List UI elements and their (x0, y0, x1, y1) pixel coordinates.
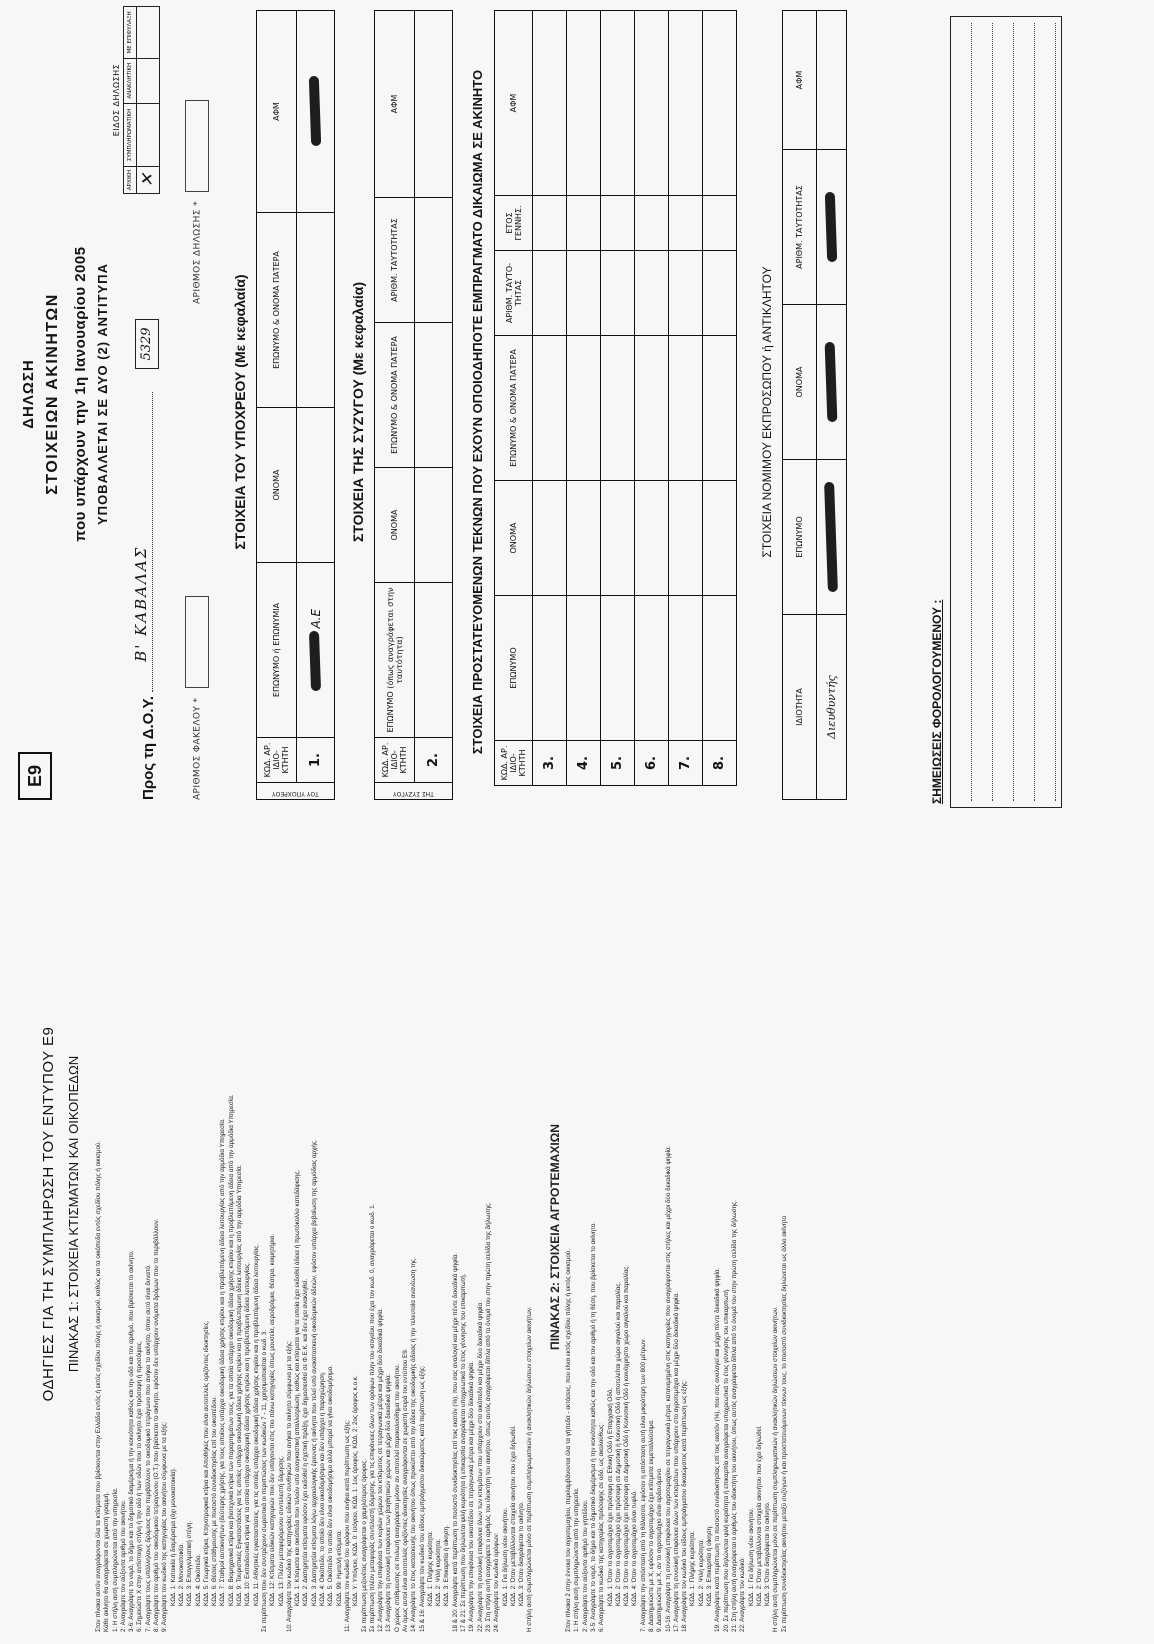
children-cell[interactable] (533, 11, 567, 196)
instruction-line: ΚΩΔ. 1: Κατοικία ή διαμέρισμα (όχι μονοκατοικία). (169, 1467, 177, 1606)
obligor-header-code: ΚΩΔ. ΑΡ. ΙΔΙΟ-ΚΤΗΤΗ (257, 738, 297, 783)
children-cell[interactable] (567, 11, 601, 196)
file-number (185, 596, 209, 800)
instruction-line: ΚΩΔ. 2: Όταν μεταβάλλονται στοιχεία ακινήτου που έχει δηλωθεί. (509, 1425, 517, 1606)
table1-instructions (95, 842, 535, 1632)
spouse-row-number: 2. (415, 738, 453, 783)
rep-surname-cell[interactable] (817, 460, 847, 615)
spouse-header-afm: ΑΦΜ (375, 11, 415, 198)
kind-supplementary: ΣΥΜΠΛΗΡΩΜΑΤΙΚΗ (124, 103, 137, 167)
children-cell[interactable] (669, 251, 703, 336)
instruction-line: ΚΩΔ. 1: Όταν το αγροτεμάχιο έχει πρόσοψη σε Εθνική Οδό ή Επαρχιακή Οδό. (606, 1387, 614, 1606)
representative-table (782, 10, 847, 800)
instruction-line: ΚΩΔ. 10: Εκπαιδευτικά κτίρια για τα οποία υπάρχει οικοδομική άδεια χρήσης κτιρίου και η προβλεπόμενη άδεια λειτουργίας. (244, 1262, 252, 1606)
children-cell[interactable] (567, 481, 601, 596)
spouse-header-father: ΕΠΩΝΥΜΟ & ΟΝΟΜΑ ΠΑΤΕΡΑ (375, 323, 415, 468)
spouse-id-cell[interactable] (415, 198, 453, 323)
file-number-label: ΑΡΙΘΜΟΣ ΦΑΚΕΛΟΥ * (192, 697, 203, 800)
instruction-line: 9: Διασημειώστε με Χ, αν το αγροτεμάχιο είναι αρδευόμενο. (656, 1467, 664, 1632)
instruction-line: 8: Διασημειώστε με Χ, εφόσον το αγροτεμάχιο έχει κτίσματα εκμεταλλεύσιμα. (648, 1419, 655, 1632)
rep-header-surname: ΕΠΩΝΥΜΟ (783, 460, 817, 615)
form-title: ΔΗΛΩΣΗ (20, 359, 37, 429)
obligor-afm-cell[interactable] (297, 11, 335, 213)
instruction-line: Κάθε ακίνητο θα αναγράφεται σε χωριστή γραμμή. (103, 1491, 111, 1632)
children-cell[interactable] (703, 596, 737, 741)
instruction-line: 3-6: Αναγράψτε το νομό, το δήμο και το δημοτικό διαμέρισμα ή την κοινότητα καθώς και την οδό και τον αριθμό, που βρίσκεται το ακίνητο. (128, 1250, 136, 1632)
children-cell[interactable] (635, 596, 669, 741)
children-header-father: ΕΠΩΝΥΜΟ & ΟΝΟΜΑ ΠΑΤΕΡΑ (495, 336, 533, 481)
children-cell[interactable] (703, 336, 737, 481)
children-cell[interactable] (703, 251, 737, 336)
instruction-line: 6: Αναγράψτε το κωδικό της κατηγορίας πρόσοψης σε οδό, ως ακολούθως: (598, 1423, 606, 1632)
kind-reservation-checkbox[interactable] (137, 7, 160, 59)
children-header-birth-year: ΕΤΟΣ ΓΕΝΝΗΣ. (495, 196, 533, 251)
instructions-title: ΟΔΗΓΙΕΣ ΓΙΑ ΤΗ ΣΥΜΠΛΗΡΩΣΗ ΤΟΥ ΕΝΤΥΠΟΥ Ε9 (40, 1026, 57, 1402)
form-code: Ε9 (18, 752, 52, 800)
table2-title: ΠΙΝΑΚΑΣ 2: ΣΤΟΙΧΕΙΑ ΑΓΡΟΤΕΜΑΧΙΩΝ (547, 1124, 562, 1350)
obligor-header-surname: ΕΠΩΝΥΜΟ ή ΕΠΩΝΥΜΙΑ (257, 563, 297, 738)
children-cell[interactable] (533, 196, 567, 251)
obligor-section-title: ΣΤΟΙΧΕΙΑ ΤΟΥ ΥΠΟΧΡΕΟΥ (Με κεφαλαία) (232, 274, 248, 550)
obligor-header-name: ΟΝΟΜΑ (257, 408, 297, 563)
obligor-surname-cell[interactable] (297, 563, 335, 738)
instruction-line: ΚΩΔ. 3: Επικαρπία ή οίκηση. (443, 1525, 451, 1606)
kind-supplementary-checkbox[interactable] (137, 103, 160, 167)
instruction-line: 1: Η στήλη αυτή συμπληρώνεται από την υπηρεσία. (111, 1487, 119, 1632)
instruction-line: 22: Αναγράψτε τη συνολική επιφάνεια όλων των κτισμάτων που υπάρχουν στο οικόπεδο και μέχρι δύο δεκαδικά ψηφία. (476, 1301, 484, 1632)
instruction-line: ΚΩΔ. 7: Σταθμοί αυτοκινήτων (δεύτερης χρήσης, για τους οποίους υπάρχει οικοδομική άδεια χρήσης κτιρίου και η προβλεπόμενη άδεια λειτουργίας από την αρμόδια Υπηρεσία. (219, 1118, 227, 1606)
instruction-line: 2: Αναγράψτε τον αύξοντα αριθμό του ακινήτου. (119, 1499, 127, 1632)
declaration-number-input[interactable] (185, 100, 209, 192)
rep-header-afm: ΑΦΜ (783, 11, 817, 150)
instruction-line: ΚΩΔ. 1: Για δήλωση νέου ακινήτου. (747, 1507, 755, 1606)
instructions-panel (0, 824, 1154, 1644)
instruction-line: 24: Αναγράψτε τον κωδικό ορόφων: (493, 1532, 501, 1632)
children-row-number: 4. (567, 741, 601, 786)
instruction-line: ΚΩΔ. 3: Όταν διαγράφεται το ακίνητο. (518, 1501, 526, 1606)
children-row-number: 3. (533, 741, 567, 786)
instruction-line: 10: Αναγράψτε τον κωδικό της κατηγορίας ειδικών συνθηκών που ανήκει το ακίνητο σύμφωνα με τα εξής: (285, 1340, 293, 1632)
children-cell[interactable] (533, 481, 567, 596)
instruction-line: 13: Αναγράψτε τη συνολική επιφάνεια των βοηθητικών χώρων και μέχρι δύο δεκαδικά ψηφία. (385, 1373, 393, 1632)
children-cell[interactable] (601, 11, 635, 196)
instruction-line: ΚΩΔ. 6: Θέσεις στάθμευσης με ποσοστό συνιδιοκτησίας επί του οικοπέδου. (211, 1396, 219, 1606)
children-row (567, 11, 601, 786)
instruction-line: Σε περίπτωση πλέον μεταφοράς συντελεστή δόμησης, για τις επιφάνειες όλων των ορόφων πλην του ισογείου που έχει τον κωδ. 0, αναγράφεται ο κωδ. 1. (368, 1203, 376, 1632)
notes-box[interactable] (950, 16, 1062, 808)
children-table (494, 10, 737, 786)
children-header-code: ΚΩΔ. ΑΡ. ΙΔΙΟ-ΚΤΗΤΗ (495, 741, 533, 786)
instruction-line: ΚΩΔ. 2: Διατηρητέα κτίσματα εφόσον έχει εκδοθεί η σχετική πράξη, έχει δημοσιευθεί σε Φ.Ε.Κ. και δεν έχει ανακληθεί. (302, 1278, 310, 1606)
children-row-number: 8. (703, 741, 737, 786)
spouse-father-cell[interactable] (415, 323, 453, 468)
rep-capacity-cell[interactable] (817, 615, 847, 800)
children-cell[interactable] (601, 481, 635, 596)
instruction-line: ΚΩΔ. 3: Επικαρπία ή οίκηση. (706, 1525, 714, 1606)
form-date-line: που υπάρχουν την 1η Ιανουαρίου 2005 (72, 246, 89, 542)
kind-revoking-checkbox[interactable] (137, 58, 160, 103)
instruction-line: ΚΩΔ. 5: Οικόπεδο το οποίο δεν είναι οικοδομήσιμο αλλά μπορεί να γίνει οικοδομήσιμο. (327, 1364, 335, 1606)
instruction-line: 11: Αναγράψτε τον κωδικό του ορόφου που ανήκει κατά περίπτωση ως εξής: (343, 1419, 351, 1632)
instruction-line: Αν όμως αυτοί είναι αυτοτελείς οριζόντιες ιδιοκτησίες αναγράφονται σε χωριστή σειρά του εντύπου Ε9. (401, 1348, 409, 1632)
instruction-line: ΚΩΔ. 1: Πλήρης κυριότητα. (689, 1530, 697, 1606)
instruction-line: ΚΩΔ. 5: Γεωργικά κτίρια, Κτηνοτροφικά κτίρια και Αποθήκες που είναι αυτοτελείς οριζόντιες ιδιοκτησίες. (202, 1320, 210, 1606)
spouse-header-code: ΚΩΔ. ΑΡ. ΙΔΙΟ-ΚΤΗΤΗ (375, 738, 415, 783)
instruction-line: 15 & 16: Αναγράψτε τον κωδικό του είδους εμπράγματου δικαιώματος κατά περίπτωση ως εξής: (418, 1365, 426, 1632)
children-row-number: 6. (635, 741, 669, 786)
rep-name-cell[interactable] (817, 305, 847, 460)
obligor-side-label: ΤΟΥ ΥΠΟΧΡΕΟΥ (257, 783, 335, 800)
children-cell[interactable] (669, 336, 703, 481)
file-number-input[interactable] (185, 596, 209, 688)
instruction-line: 7: Αναγράψτε την απόσταση από τη θάλασσα, εφόσον η απόσταση αυτή είναι μικρότερη των 800 μέτρων. (639, 1337, 647, 1632)
children-cell[interactable] (635, 11, 669, 196)
children-row (635, 11, 669, 786)
instruction-line: 1: Η στήλη αυτή συμπληρώνεται από την υπηρεσία. (573, 1487, 581, 1632)
instruction-line: ΚΩΔ. Υ: Υπόγειο, ΚΩΔ. 0: Ισόγειο, ΚΩΔ. 1: 1ος όροφος, ΚΩΔ. 2: 2ος όροφος κ.ο.κ. (352, 1375, 360, 1606)
instruction-line: ΚΩΔ. 2: Όταν μεταβάλλονται στοιχεία ακινήτου που έχει δηλωθεί. (755, 1425, 763, 1606)
instruction-line: 17 & 21: Σε περίπτωση που δηλώνεται ψιλή κυριότητα ή επικαρπία αναγράφεται υποχρεωτικά το έτος γέννησης του επικαρπωτή. (460, 1273, 468, 1632)
children-cell[interactable] (669, 196, 703, 251)
obligor-header-father: ΕΠΩΝΥΜΟ & ΟΝΟΜΑ ΠΑΤΕΡΑ (257, 213, 297, 408)
instruction-line: ΚΩΔ. 3: Διατηρητέα κτίσματα λόγω αρχαιολογικής έρευνας ή ακίνητα που τελεί υπό ανακατασκευή οικοδομικών άδειών, εφόσον υπάρχει βεβαίωση της αρμόδιας αρχής. (310, 1139, 318, 1606)
instruction-line: ΚΩΔ. 8: Βιομηχανικά κτίρια και βιοτεχνικά κτίρια των παραρτημάτων τους, για τα οποία υπάρχει οικοδομική άδεια χρήσης κτιρίου και η προβλεπόμενη άδεια από την αρμόδια Υπηρεσία. (227, 1094, 235, 1606)
children-cell[interactable] (601, 596, 635, 741)
declaration-kind-title: ΕΙΔΟΣ ΔΗΛΩΣΗΣ (112, 63, 121, 137)
instruction-line: 17: Αναγράψτε τη συνολική επιφάνεια όλων των κτισμάτων που υπάρχουν στο αγροτεμάχιο και μέχρι δύο δεκαδικά ψηφία. (672, 1292, 680, 1632)
children-row (669, 11, 703, 786)
children-header-name: ΟΝΟΜΑ (495, 481, 533, 596)
instruction-line: 12: Αναγράψτε την επιφάνεια των κυρίων χώρων του κτίσματος σε τετραγωνικά μέτρα και μέχρι δύο δεκαδικά ψηφία. (377, 1307, 385, 1632)
instruction-line: ΚΩΔ. 9: Τουριστικές Εγκαταστάσεις για τις οποίες υπάρχει οικοδομική άδεια χρήσης κτιρίου και η προβλεπόμενη άδεια λειτουργίας από την αρμόδια Υπηρεσία. (236, 1164, 244, 1606)
children-cell[interactable] (567, 251, 601, 336)
obligor-name-hint: Α.Ε (308, 608, 323, 629)
instruction-line: 19: Αναγράψτε κατά περίπτωση το ποσοστό συνιδιοκτησίας επί τοις εκατόν (%), που σας αναλογεί και μέχρι πέντε δεκαδικά ψηφία. (714, 1267, 722, 1632)
instruction-line: 18: Αναγράψτε τον κωδικό του είδους εμπράγματου δικαιώματος κατά περίπτωση ως εξής: (681, 1380, 689, 1632)
rep-afm-cell[interactable] (817, 11, 847, 150)
notes-label: ΣΗΜΕΙΩΣΕΙΣ ΦΟΡΟΛΟΓΟΥΜΕΝΟΥ : (930, 599, 944, 804)
instruction-line: 7: Αναγράψτε τους υπάλληλους δρόμους που περιβάλλουν το οικοδομικό τετράγωνο που ανήκει το ακίνητο, όπου αυτό είναι δυνατό. (144, 1264, 152, 1632)
form-copies-line: ΥΠΟΒΑΛΛΕΤΑΙ ΣΕ ΔΥΟ (2) ΑΝΤΙΤΥΠΑ (95, 263, 110, 525)
children-cell[interactable] (601, 336, 635, 481)
instruction-line: ΚΩΔ. 2: Ψιλή κυριότητα. (697, 1538, 705, 1606)
instruction-line: Ο χώρος στάθμευσης σε πυλωτή αναγράφεται μόνον αν αποτελεί παρακολούθημα του ακινήτου. (393, 1363, 401, 1632)
children-cell[interactable] (669, 11, 703, 196)
children-cell[interactable] (567, 596, 601, 741)
instruction-line: ΚΩΔ. 2: Ψιλή κυριότητα. (435, 1538, 443, 1606)
children-cell[interactable] (703, 196, 737, 251)
children-header-afm: ΑΦΜ (495, 11, 533, 196)
spouse-surname-cell[interactable] (415, 583, 453, 738)
obligor-name-cell[interactable] (297, 408, 335, 563)
representative-section-title: ΣΤΟΙΧΕΙΑ ΝΟΜΙΜΟΥ ΕΚΠΡΟΣΩΠΟΥ ή ΑΝΤΙΚΛΗΤΟΥ (760, 266, 774, 558)
instruction-line: 21: Στη στήλη αυτή αναγράφεται ο αριθμός του ιδιοκτήτη του ακινήτου, όπως αυτός αναγράφεται δίπλα από το όνομά του στην πρώτη σελίδα της δήλωσης. (730, 1200, 738, 1632)
table1-title: ΠΙΝΑΚΑΣ 1: ΣΤΟΙΧΕΙΑ ΚΤΙΣΜΑΤΩΝ ΚΑΙ ΟΙΚΟΠΕΔΩΝ (66, 1055, 81, 1373)
obligor-table (256, 10, 335, 800)
instruction-line: 19: Αναγράψτε την επιφάνεια του οικοπέδου σε τετραγωνικά μέτρα και μέχρι δύο δεκαδικά ψηφία. (468, 1361, 476, 1632)
declaration-number-label: ΑΡΙΘΜΟΣ ΔΗΛΩΣΗΣ * (192, 201, 203, 304)
instruction-line: 20: Σε περίπτωση που δηλώνεται ψιλή κυριότητα ή επικαρπία αναγράφεται υποχρεωτικά το έτος γέννησης του επικαρπωτή. (722, 1288, 730, 1632)
rep-capacity-value: Διευθυντής (825, 675, 838, 739)
instruction-line: Σε περίπτωση μεζονέτας αναγράφεται ο χαμηλότερος όροφος. (360, 1458, 368, 1632)
instruction-line: 6: Σημειώστε Χ στην αντίστοιχη στήλη ή την οδό ή των οδών που το ακίνητο έχει πρόσοψη ή προσόψεις. (136, 1340, 144, 1632)
tax-office-line (132, 392, 157, 800)
instruction-line: ΚΩΔ. 3: Όταν το αγροτεμάχιο έχει πρόσοψη σε Δημοτική Οδό ή Κοινοτική Οδό ή κοινόχρηστο χώρο αιγιαλού και παραλίας. (623, 1264, 631, 1606)
instruction-line: ΚΩΔ. 2: Μονοκατοικία. (177, 1543, 185, 1606)
children-cell[interactable] (669, 481, 703, 596)
children-row (601, 11, 635, 786)
instruction-line: ΚΩΔ. 2: Όταν το αγροτεμάχιο έχει πρόσοψη σε Δημοτική ή Κοινοτική Οδό ή αποτελείται χώρο αιγιαλού και παραλίας. (614, 1281, 622, 1606)
spouse-header-id: ΑΡΙΘΜ. ΤΑΥΤΟΤΗΤΑΣ (375, 198, 415, 323)
children-section-title: ΣΤΟΙΧΕΙΑ ΠΡΟΣΤΑΤΕΥΟΜΕΝΩΝ ΤΕΚΝΩΝ ΠΟΥ ΕΧΟΥΝ ΟΠΟΙΟΔΗΠΟΤΕ ΕΜΠΡΑΓΜΑΤΟ ΔΙΚΑΙΩΜΑ ΣΕ ΑΚΙΝΗΤΟ (470, 69, 485, 755)
instruction-line: Η στήλη αυτή συμπληρώνεται μόνο σε περίπτωση συμπληρωματικών ή ανακλητικών δηλώσεων στοιχείων ακινήτων. (772, 1306, 780, 1632)
instruction-line: 22: Αναγράψτε τον κωδικό: (739, 1557, 747, 1632)
tax-office-code[interactable]: 5329 (135, 319, 159, 369)
instruction-line: ΚΩΔ. 3: Επαγγελματική στέγη. (186, 1520, 194, 1606)
obligor-header-afm: ΑΦΜ (257, 11, 297, 213)
instructions-body (95, 842, 789, 1632)
rep-header-id: ΑΡΙΘΜ. ΤΑΥΤΟΤΗΤΑΣ (783, 150, 817, 305)
children-cell[interactable] (635, 481, 669, 596)
instruction-line: ΚΩΔ. 3: Όταν διαγράφεται το ακίνητο. (764, 1501, 772, 1606)
rep-header-name: ΟΝΟΜΑ (783, 305, 817, 460)
children-cell[interactable] (669, 596, 703, 741)
instruction-line: 10-16: Αναγράψτε τη συνολική επιφάνεια του αγροτεμαχίου σε τετραγωνικά μέτρα, κατανεμημένη στις κατηγορίες που αναγράφονται στις στήλες και μέχρι δύο δεκαδικά ψηφία. (664, 1145, 672, 1632)
spouse-name-cell[interactable] (415, 468, 453, 583)
children-cell[interactable] (601, 251, 635, 336)
instruction-line: 2: Αναγράψτε τον αύξοντα αριθμό του γηπέδου. (581, 1499, 589, 1632)
instruction-line: ΚΩΔ. 12: Κτίσματα ειδικών κατηγοριών που δεν υπάγονται στις πιο πάνω κατηγορίες όπως μουσεία, αεροδρόμια, θέατρα, κοιμητήρια. (269, 1233, 277, 1606)
children-cell[interactable] (533, 596, 567, 741)
children-cell[interactable] (533, 251, 567, 336)
instruction-line: ΚΩΔ. 4: Οικόπεδο, το οποίο δεν είναι οικοδομήσιμο και δεν υπάρχει η παραχώρηση. (319, 1371, 327, 1606)
children-cell[interactable] (635, 336, 669, 481)
instruction-line: 9: Αναγράψτε τον κωδικό της κατηγορίας του ακινήτου σύμφωνα με τα εξής: (161, 1421, 169, 1632)
instruction-line: 3-5: Αναγράψτε το νομό, το δήμο και το δημοτικό διαμέρισμα ή την κοινότητα καθώς και την οδό και τον αριθμό ή τη θέση, που βρίσκεται το ακίνητο. (589, 1221, 597, 1632)
instruction-line: 23: Στη στήλη αυτή αναγράφετε ο αριθμός του ιδιοκτήτη του ακινήτου, όπως αυτός αναγράφεται δίπλα από το όνομά του στην πρώτη σελίδα της δήλωσης. (484, 1202, 492, 1632)
instruction-line: Σε περίπτωση που δεν συντρέχουν σωρευτικά οι περιπτώσεις των κωδικών 7 - 11, χρησιμοποιείται ο κωδ. 3. (260, 1329, 268, 1632)
declaration-kind (112, 6, 160, 194)
spouse-side-label: ΤΗΣ ΣΥΖΥΓΟΥ (375, 783, 453, 800)
spouse-table (374, 10, 453, 800)
tax-office-field[interactable] (132, 392, 153, 692)
children-cell[interactable] (635, 196, 669, 251)
instruction-line: Στον πίνακα αυτόν αναγράφονται όλα τα κτίσματα που βρίσκονται στην Ελλάδα εντός ή εκτός σχεδίου πόλης ή οικισμού, καθώς και τα οικόπεδα εντός σχεδίου πόλης ή οικισμού. (95, 1140, 102, 1632)
rep-id-cell[interactable] (817, 150, 847, 305)
children-cell[interactable] (703, 11, 737, 196)
kind-revoking: ΑΝΑΚΛΗΤΙΚΗ (124, 58, 137, 103)
instruction-line: 18 & 20: Αναγράψτε κατά περίπτωση το ποσοστό συνιδιοκτησίας επί τοις εκατόν (%), που σας αναλογεί και μέχρι πέντε δεκαδικά ψηφία. (451, 1253, 459, 1632)
instruction-line: ΚΩΔ. 1: Πλήρης κυριότητα. (426, 1530, 434, 1606)
instruction-line: Σε περίπτωση συνιδιοκτησίας ακινήτου μεταξύ συζύγων ή και προστατευόμενων τέκνων τους, το ποσοστό συνιδιοκτησίας δηλώνεται ως άλλο ακίνητο (780, 1215, 788, 1632)
instruction-line: ΚΩΔ. 11: Αθλητικές εγκαταστάσεις, για τις οποίες υπάρχει οικοδομική άδεια χρήσης κτιρίου και η προβλεπόμενη άδεια λειτουργίας. (252, 1243, 260, 1606)
rep-header-capacity: ΙΔΙΟΤΗΤΑ (783, 615, 817, 800)
form-subtitle: ΣΤΟΙΧΕΙΩΝ ΑΚΙΝΗΤΩΝ (44, 293, 61, 495)
kind-initial-checkbox[interactable]: ✕ (137, 167, 160, 194)
instruction-line: 14: Αναγράψτε το έτος κατασκευής του ακινήτου όπως προκύπτει από την άδεια της οικοδομικής άδειας ή την τελευταία ανανέωση της. (410, 1257, 418, 1632)
spouse-header-surname: ΕΠΩΝΥΜΟ (όπως αναγράφεται στην ταυτότητα) (375, 583, 415, 738)
children-cell[interactable] (567, 336, 601, 481)
instruction-line: Η στήλη αυτή συμπληρώνεται μόνο σε περίπτωση συμπληρωματικών ή ανακλητικών δηλώσεων στοιχείων ακινήτων. (526, 1306, 534, 1632)
instruction-line: ΚΩΔ. 4: Όταν το αγροτεμάχιο είναι τυφλό. (631, 1490, 639, 1606)
kind-initial: ΑΡΧΙΚΗ (124, 167, 137, 194)
tax-office-value: Β' ΚΑΒΑΛΑΣ (132, 545, 150, 662)
instruction-line: Στον πίνακα 2 στην έννοια του αγροτεμαχίου, περιλαμβάνονται όλα τα γήπεδα - εκτάσεις, που είναι εκτός σχεδίου πόλης ή εκτός οικισμού. (565, 1248, 573, 1632)
declaration-kind-table (123, 6, 160, 194)
children-cell[interactable] (567, 196, 601, 251)
obligor-row-number: 1. (297, 738, 335, 783)
declaration-number (185, 100, 209, 304)
children-cell[interactable] (635, 251, 669, 336)
tax-office-label: Προς τη Δ.Ο.Υ. (140, 695, 157, 800)
instruction-line: ΚΩΔ. 13: Πλέον μεταφερόμενου συντελεστή δόμησης. (277, 1455, 285, 1606)
instruction-line: ΚΩΔ. 99: Ημιτελή κτίσματα. (335, 1529, 343, 1606)
children-row (703, 11, 737, 786)
instruction-line: ΚΩΔ. 1: Για δήλωση νέου ακινήτου. (501, 1507, 509, 1606)
children-row (533, 11, 567, 786)
spouse-section-title: ΣΤΟΙΧΕΙΑ ΤΗΣ ΣΥΖΥΓΟΥ (Με κεφαλαία) (350, 281, 366, 543)
children-header-surname: ΕΠΩΝΥΜΟ (495, 596, 533, 741)
spouse-header-name: ΟΝΟΜΑ (375, 468, 415, 583)
table2-instructions (565, 842, 789, 1632)
spouse-afm-cell[interactable] (415, 11, 453, 198)
instruction-line: ΚΩΔ. 4: Οικόπεδο. (194, 1553, 202, 1606)
children-cell[interactable] (533, 336, 567, 481)
instruction-line: ΚΩΔ. 1: Κτίσματα και οικόπεδα που τελούν υπό αναγκαστική απαλλοτρίωση, καθώς και κτίσματα για τα οποία έχει εκδοθεί άδεια ή πρωτόκολλο κατεδάφισης. (294, 1169, 302, 1606)
children-cell[interactable] (601, 196, 635, 251)
instruction-line: 8: Αναγράψτε τον αριθμό του οικοδομικού τετραγώνου (Ο.Τ.) που βρίσκεται το ακίνητο, εφόσον δεν υπάρχουν ονόματα δρόμων που το περιβάλλουν. (153, 1218, 161, 1632)
children-header-id: ΑΡΙΘΜ. ΤΑΥΤΟ-ΤΗΤΑΣ (495, 251, 533, 336)
obligor-father-cell[interactable] (297, 213, 335, 408)
children-row-number: 5. (601, 741, 635, 786)
children-row-number: 7. (669, 741, 703, 786)
kind-reservation: ΜΕ ΕΠΙΦΥΛΑΞΗ (124, 7, 137, 59)
children-cell[interactable] (703, 481, 737, 596)
